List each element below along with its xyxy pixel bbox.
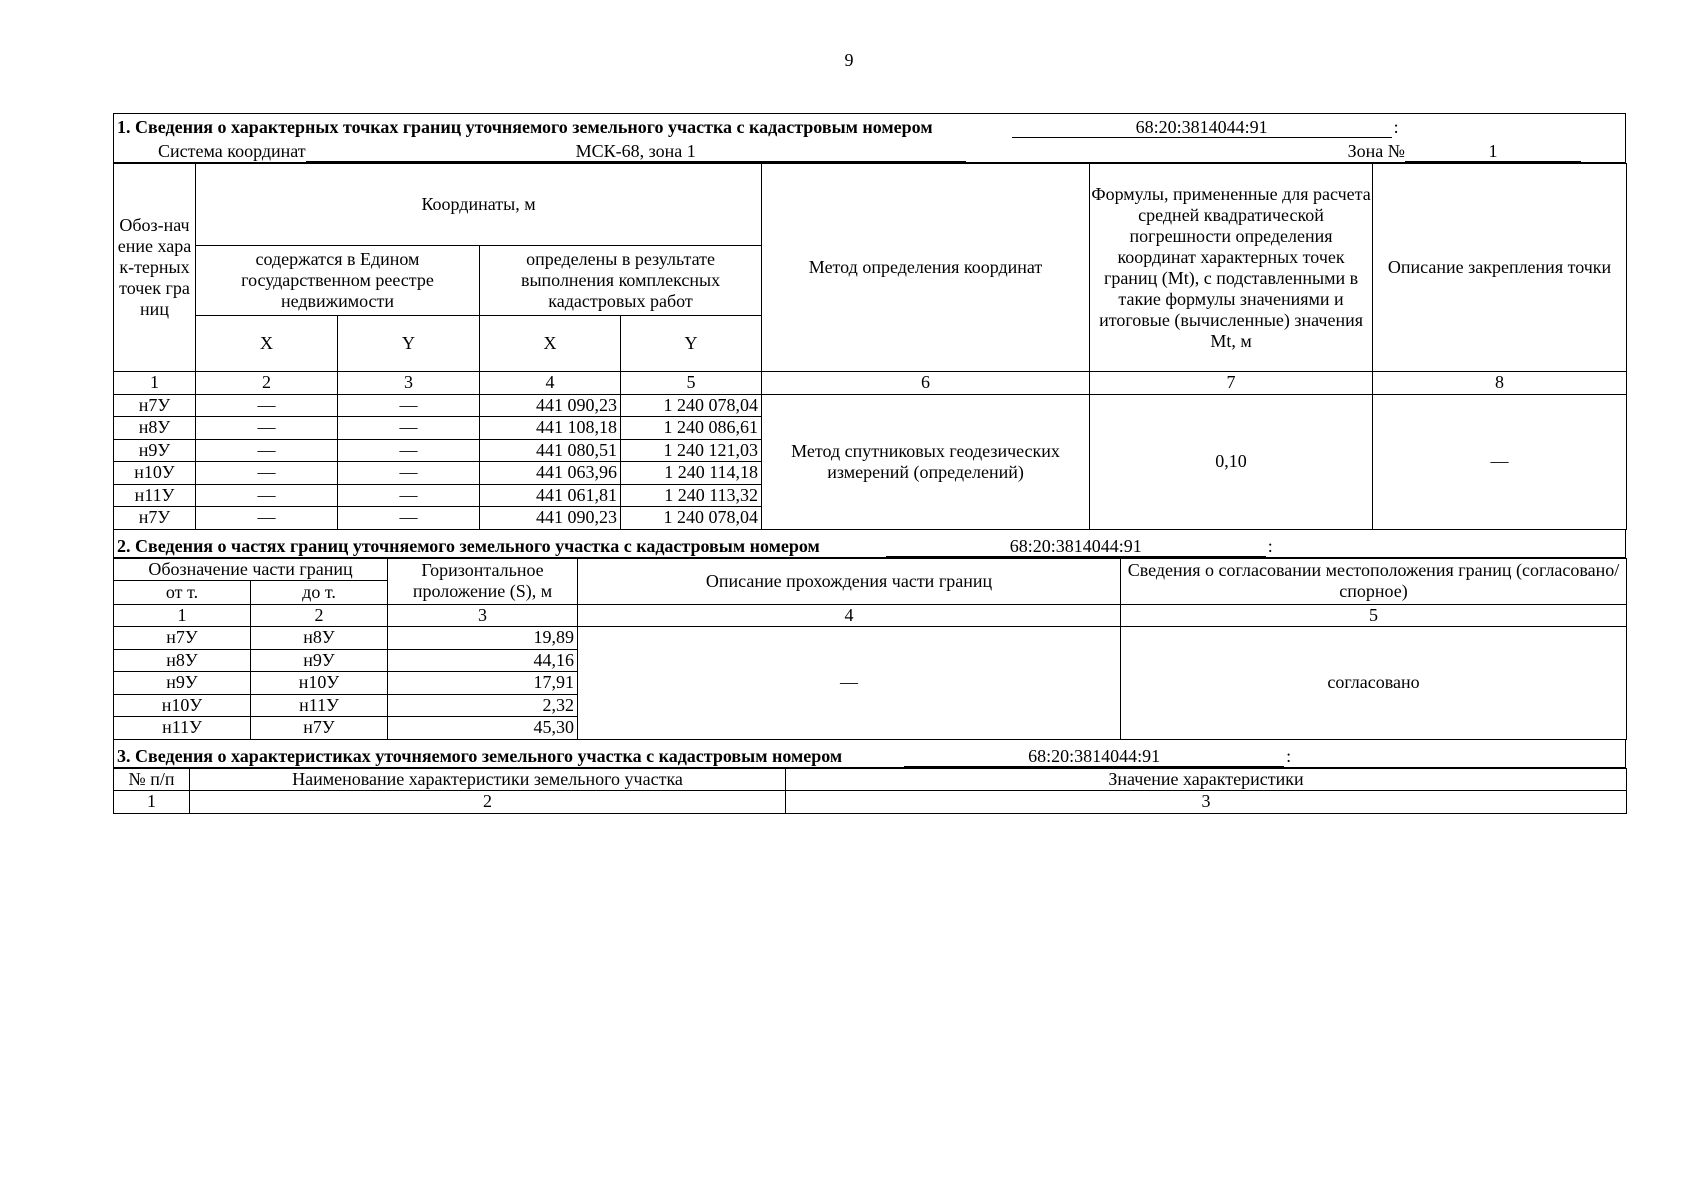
col-number: 4 [480, 372, 621, 395]
section2-title: 2. Сведения о частях границ уточняемого земельного участка с кадастровым номером [117, 535, 820, 556]
header-num: № п/п [114, 768, 190, 791]
header-to: до т. [251, 580, 388, 604]
col-number: 1 [114, 604, 251, 627]
part-to: н8У [251, 627, 388, 650]
col-number: 1 [114, 791, 190, 814]
x-value: 441 063,96 [480, 462, 621, 485]
col-number: 2 [251, 604, 388, 627]
header-y-complex: Y [621, 316, 762, 372]
x-value: 441 090,23 [480, 394, 621, 417]
y-value: 1 240 121,03 [621, 439, 762, 462]
part-to: н11У [251, 694, 388, 717]
method-value: Метод спутниковых геодезических измерений (определений) [762, 394, 1090, 529]
part-from: н7У [114, 627, 251, 650]
document-sheet [113, 113, 1626, 814]
point-name: н9У [114, 439, 196, 462]
coord-system-label: Система координат [158, 141, 306, 161]
header-y-egrn: Y [338, 316, 480, 372]
section1-colon: : [1393, 117, 1399, 137]
x-egrn: — [196, 462, 338, 485]
part-length: 17,91 [388, 672, 578, 695]
y-value: 1 240 113,32 [621, 484, 762, 507]
zone-label: Зона № [1347, 141, 1405, 161]
mt-value: 0,10 [1090, 394, 1373, 529]
y-value: 1 240 114,18 [621, 462, 762, 485]
header-method: Метод определения координат [762, 164, 1090, 372]
point-name: н7У [114, 394, 196, 417]
point-name: н8У [114, 417, 196, 440]
x-value: 441 090,23 [480, 507, 621, 530]
x-value: 441 108,18 [480, 417, 621, 440]
header-from: от т. [114, 580, 251, 604]
section3-colon: : [1286, 745, 1292, 766]
point-name: н10У [114, 462, 196, 485]
agreement-value: согласовано [1121, 627, 1627, 740]
point-name: н7У [114, 507, 196, 530]
part-length: 44,16 [388, 649, 578, 672]
coord-system-value: МСК-68, зона 1 [306, 141, 966, 162]
x-egrn: — [196, 417, 338, 440]
col-number: 4 [578, 604, 1121, 627]
header-description: Описание прохождения части границ [578, 558, 1121, 604]
section3-cadastral-number: 68:20:3814044:91 [904, 746, 1284, 767]
description-value: — [578, 627, 1121, 740]
part-length: 19,89 [388, 627, 578, 650]
header-horizontal: Горизонтальное проложение (S), м [388, 558, 578, 604]
zone-value: 1 [1405, 141, 1581, 162]
header-formulas: Формулы, примененные для расчета средней квадратической погрешности определения координат характерных точек границ (Mt), с подставленными в такие формулы значениями и итоговые (вычисленные) значения Mt, м [1090, 164, 1373, 372]
section1-title: 1. Сведения о характерных точках границ уточняемого земельного участка с кадастровым номером [117, 117, 933, 137]
header-value: Значение характеристики [786, 768, 1627, 791]
section1-table [113, 163, 1627, 530]
header-egrn: содержатся в Едином государственном реестре недвижимости [196, 246, 480, 316]
x-egrn: — [196, 394, 338, 417]
y-value: 1 240 078,04 [621, 394, 762, 417]
table-row [114, 627, 1627, 650]
header-agreement: Сведения о согласовании местоположения границ (согласовано/спорное) [1121, 558, 1627, 604]
col-number: 5 [1121, 604, 1627, 627]
header-x-complex: X [480, 316, 621, 372]
part-from: н11У [114, 717, 251, 740]
section2-header [113, 530, 1626, 558]
x-value: 441 080,51 [480, 439, 621, 462]
y-egrn: — [338, 439, 480, 462]
y-value: 1 240 078,04 [621, 507, 762, 530]
point-name: н11У [114, 484, 196, 507]
header-name: Наименование характеристики земельного участка [190, 768, 786, 791]
part-from: н9У [114, 672, 251, 695]
part-to: н9У [251, 649, 388, 672]
fixing-value: — [1373, 394, 1627, 529]
col-number: 5 [621, 372, 762, 395]
col-number: 2 [196, 372, 338, 395]
x-egrn: — [196, 507, 338, 530]
y-egrn: — [338, 462, 480, 485]
header-designation: Обоз-начение харак-терных точек границ [114, 164, 196, 372]
part-length: 45,30 [388, 717, 578, 740]
page-number: 9 [844, 50, 854, 70]
y-egrn: — [338, 507, 480, 530]
col-number: 6 [762, 372, 1090, 395]
col-number: 2 [190, 791, 786, 814]
part-to: н10У [251, 672, 388, 695]
header-complex: определены в результате выполнения комплексных кадастровых работ [480, 246, 762, 316]
section1-cadastral-number: 68:20:3814044:91 [1012, 117, 1392, 138]
section1-header [113, 113, 1626, 163]
col-number: 3 [338, 372, 480, 395]
part-from: н8У [114, 649, 251, 672]
col-number: 7 [1090, 372, 1373, 395]
header-part-designation: Обозначение части границ [114, 558, 388, 580]
part-from: н10У [114, 694, 251, 717]
y-value: 1 240 086,61 [621, 417, 762, 440]
part-length: 2,32 [388, 694, 578, 717]
header-fixing: Описание закрепления точки [1373, 164, 1627, 372]
x-egrn: — [196, 439, 338, 462]
section2-colon: : [1267, 535, 1273, 556]
section3-title: 3. Сведения о характеристиках уточняемого земельного участка с кадастровым номером [117, 745, 843, 766]
col-number: 3 [388, 604, 578, 627]
header-coordinates: Координаты, м [196, 164, 762, 246]
col-number: 1 [114, 372, 196, 395]
section3-table [113, 768, 1627, 814]
part-to: н7У [251, 717, 388, 740]
section2-cadastral-number: 68:20:3814044:91 [886, 536, 1266, 557]
section3-header [113, 740, 1626, 768]
header-x-egrn: X [196, 316, 338, 372]
x-egrn: — [196, 484, 338, 507]
col-number: 8 [1373, 372, 1627, 395]
table-row [114, 394, 1627, 417]
section2-table [113, 558, 1627, 740]
y-egrn: — [338, 394, 480, 417]
y-egrn: — [338, 417, 480, 440]
y-egrn: — [338, 484, 480, 507]
col-number: 3 [786, 791, 1627, 814]
x-value: 441 061,81 [480, 484, 621, 507]
